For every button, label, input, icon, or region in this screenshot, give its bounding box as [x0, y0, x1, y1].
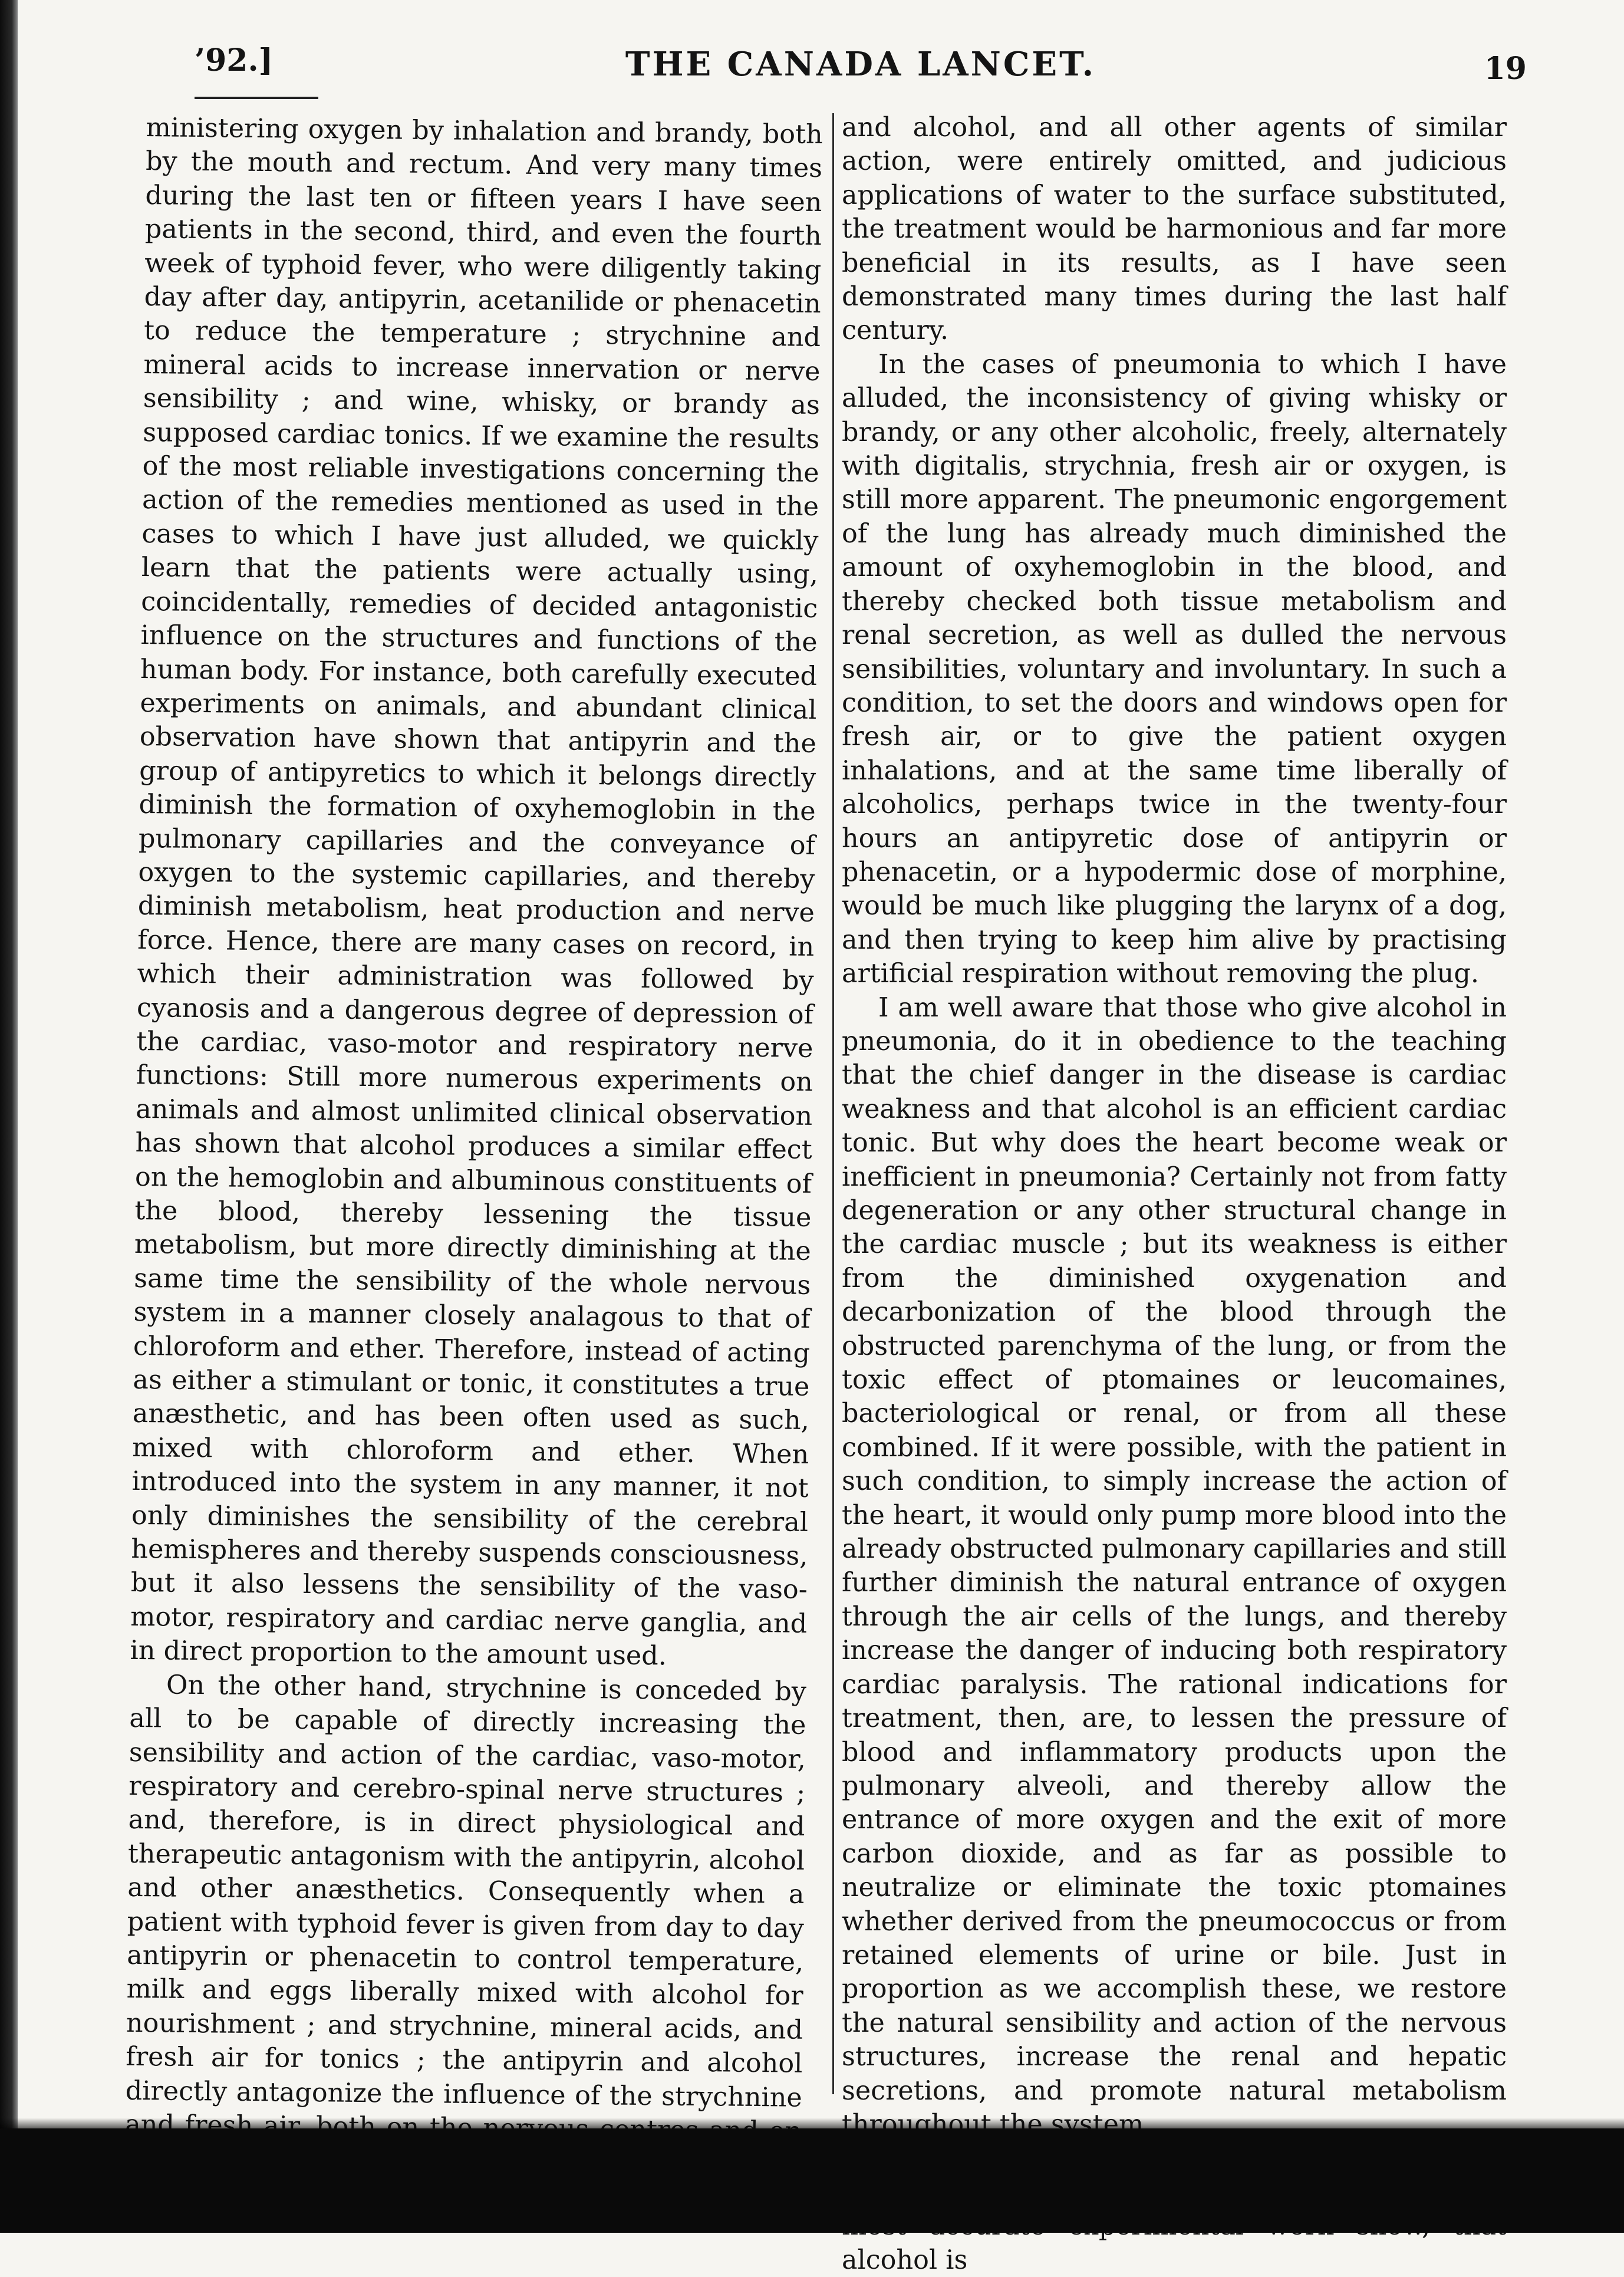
- header-rule: [195, 97, 318, 99]
- right-column: [842, 111, 1507, 2275]
- left-paragraph-2: On the other hand, strychnine is conceded by all to be capable of directly increasing the sensibility and action of the cardiac, vaso-motor, respiratory and cerebro-spinal nerve structures ; and, therefore, is in direct physiological and therapeutic antagonism with the antipyrin, alcohol and other anæsthetics. Consequently when a patient with typhoid fever is given from day to day antipyrin or phenacetin to control temperature, milk and eggs liberally mixed with alcohol for nourishment ; and strychnine, mineral acids, and fresh air for tonics ; the antipyrin and alcohol directly antagonize the influence of the strychnine: [125, 1670, 807, 2113]
- page-binding-edge: [0, 0, 18, 2233]
- right-paragraph-2: In the cases of pneumonia to which I have alluded, the inconsistency of giving whisky or brandy, or any other alcoholic, freely, alternately with digitalis, strychnia, fresh air or oxygen, is still more apparent. The pneumonic engorgement of the lung has already much diminished the amount of oxyhemoglobin in the blood, and thereby checked both tissue metabolism and renal secretion, as well as dulled the nervous sensibilities, voluntary and involuntary. In such a condition, to set the doors and windows open for fresh air, or to give the patient oxygen inhalations, and at the same time liberally of alcoholics, perhaps twice in the twenty-four hours an antipyretic dose of antipyrin or phenacetin, or a hypodermic dose of morphine, would be much like plugging the larynx of a dog, and then trying to keep him alive by practising artificial respiration without removing the plug.: [842, 349, 1507, 989]
- right-paragraph-1: and alcohol, and all other agents of similar action, were entirely omitted, and judicious applications of water to the surface substituted, the treatment would be harmonious and far more beneficial in its results, as I have seen demonstrated many times during the last half century.: [842, 113, 1507, 346]
- left-column: [125, 111, 823, 2113]
- page-header: [195, 42, 1527, 101]
- page-number: 19: [1484, 51, 1527, 87]
- column-divider: [832, 113, 834, 2094]
- right-paragraph-4: alcohol is: [842, 2245, 968, 2275]
- page-label-left: ’92.]: [195, 42, 274, 78]
- right-paragraph-3: I am well aware that those who give alcohol in pneumonia, do it in obedience to the teaching that the chief danger in the disease is cardiac weakness and that alcohol is an efficient cardiac tonic. But why does the heart become weak or inefficient in pneumonia? Certainly not from fatty degeneration or any other structural change in the cardiac muscle ; but its weakness is either from the diminished oxygenation and decarbonization of the blood through the obstructed parenchyma of the lung, or from the toxic effect of ptomaines or leucomaines, bacteriological or renal, or from all these combined. If it were possible, with the patient in such condition, to simply increase the action of the heart, it would only pump more blood into the already obstructed pulmonary capillaries and still further diminish the natural entrance of oxygen through the air cells of the lungs, and thereby increase the danger of inducing both respiratory cardiac paralysis. The rational indications for treatment, then, are, to lessen the pressure of blood and inflammatory products upon the pulmonary alveoli, and thereby allow the entrance of more oxygen and the exit of more carbon dioxide, and as far as possible to neutralize or eliminate the toxic ptomaines whether derived from the pneumococcus or from retained elements of urine or bile. Just in proportion as we accomplish these, we restore the natural sensibility and action of the nervous structures, increase the renal and hepatic secretions, and promote natural metabolism: [842, 992, 1507, 2106]
- scan-bottom-border: [0, 2128, 1624, 2233]
- left-paragraph-1: ministering oxygen by inhalation and brandy, both by the mouth and rectum. And very many times during the last ten or fifteen years I have seen patients in the second, third, and even the fourth week of typhoid fever, who were diligently taking day after day, antipyrin, acetanilide or phenacetin to reduce the temperature ; strychnine and mineral acids to increase innervation or nerve sensibility ; and wine, whisky, or brandy as supposed cardiac tonics. If we examine the results of the most reliable investigations concerning the action of the remedies mentioned as used in the cases to which I have just alluded, we quickly learn that the patients were actually using, coincidentally, remedies of decided antagonistic influence on the structures and functions of the human body. For instance, both carefully executed experiments on animals, and abundant clinical observation have shown that antipyrin and the group of antipyretics to which it belongs directly diminish the formation of oxyhemoglobin in the pulmonary capillaries and the conveyance of oxygen to the systemic capillaries, and thereby diminish metabolism, heat production and nerve force. Hence, there are many cases on record, in which their administration was followed by cyanosis and a dangerous degree of depression of the cardiac, vaso-motor and respiratory nerve functions: Still more numerous experiments on animals and almost unlimited clinical observation has shown that alcohol produces a similar effect on the hemoglobin and albuminous constituents of the blood, thereby lessening the tissue metabolism, but more directly diminishing at the same time the sensibility of the whole nervous system in a manner closely analagous to that of chloroform and ether. Therefore, instead of acting as either a stimulant or tonic, it constitutes a true anæsthetic, and has been often used as such, mixed with chloroform and ether. When introduced into the system in any manner, it not only diminishes the sensibility of the cerebral hemispheres and thereby suspends consciousness, but it also lessens the sensibility of the vaso-motor, respiratory and cardiac nerve ganglia, and in direct proportion to the amount used.: [130, 112, 823, 1671]
- running-title: THE CANADA LANCET.: [625, 45, 1096, 84]
